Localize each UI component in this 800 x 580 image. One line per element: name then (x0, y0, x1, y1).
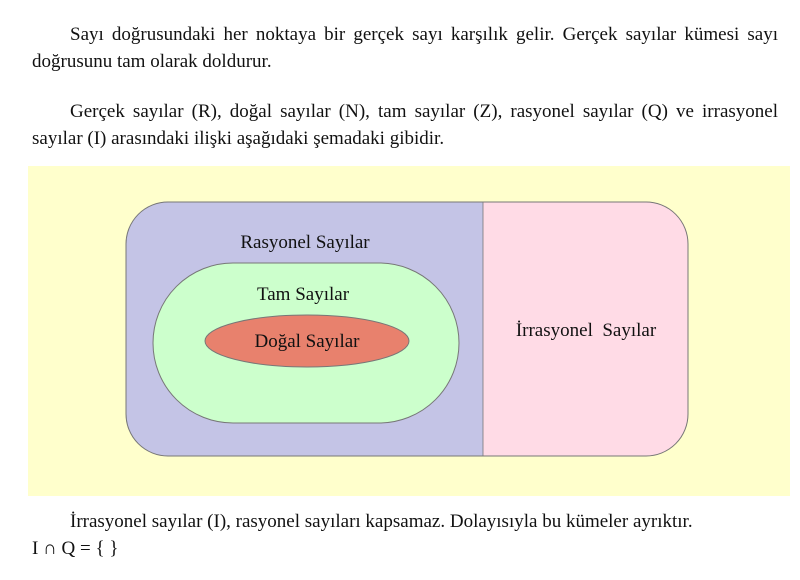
paragraph-disjoint-sets-text: İrrasyonel sayılar (I), rasyonel sayıları kapsamaz. Dolayısıyla bu kümeler ayrıktır. (70, 511, 693, 532)
paragraph-disjoint-sets (32, 508, 778, 535)
paragraph-real-numbers-intro (32, 21, 778, 75)
paragraph-set-relations (32, 98, 778, 152)
paragraph-set-relations-text: Gerçek sayılar (R), doğal sayılar (N), tam sayılar (Z), rasyonel sayılar (Q) ve irrasyonel sayılar (I) arasındaki ilişki aşağıdaki şemadaki gibidir. (32, 101, 778, 149)
paragraph-real-numbers-intro-text: Sayı doğrusundaki her noktaya bir gerçek sayı karşılık gelir. Gerçek sayılar kümesi sayı doğrusunu tam olarak doldurur. (32, 24, 778, 72)
integer-label: Tam Sayılar (256, 284, 350, 305)
natural-label: Doğal Sayılar (254, 331, 360, 352)
irrational-label: İrrasyonel Sayılar (515, 320, 657, 341)
rational-label: Rasyonel Sayılar (240, 232, 370, 253)
number-sets-diagram (28, 166, 790, 496)
intersection-formula: I ∩ Q = { } (32, 538, 119, 559)
